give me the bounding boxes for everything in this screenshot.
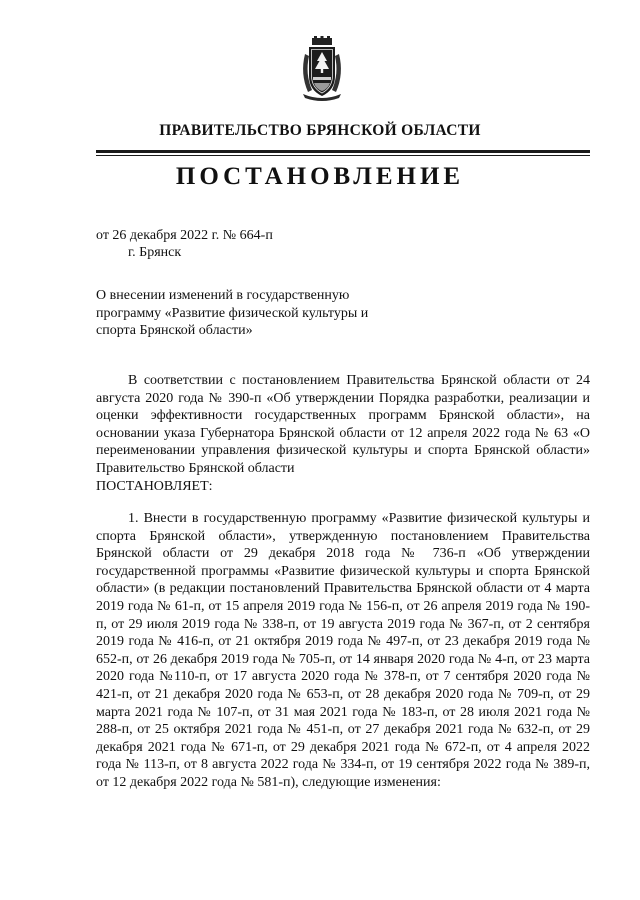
clause-1-paragraph: 1. Внести в государственную программу «Развитие физической культуры и спорта Брянской области», утвержденную постановлением Правительства Брянской области от 29 декабря 2018 года № 736-п «Об утверждении государственной программы «Развитие физической культуры и спорта Брянской области» (в редакции постановлений Правительства Брянской области от 4 марта 2019 года № 61-п, от 15 апреля 2019 года № 156-п, от 26 апреля 2019 года № 190-п, от 29 июля 2019 года № 338-п, от 19 августа 2019 года № 367-п, от 2 сентября 2019 года № 416-п, от 21 октября 2019 года № 497-п, от 23 декабря 2019 года № 652-п, от 26 декабря 2019 года № 705-п, от 14 января 2020 года № 4-п, от 23 марта 2020 года №110-п, от 17 августа 2020 года № 378-п, от 7 сентября 2020 года № 421-п, от 21 декабря 2020 года № 653-п, от 28 декабря 2020 года № 709-п, от 29 марта 2021 года № 107-п, от 31 мая 2021 года № 183-п, от 28 июля 2021 года № 288-п, от 25 октября 2021 года № 451-п, от 27 декабря 2021 года № 632-п, от 29 декабря 2021 года № 671-п, от 29 декабря 2021 года № 672-п, от 4 апреля 2022 года № 113-п, от 8 августа 2022 года № 334-п, от 19 сентября 2022 года № 389-п, от 12 декабря 2022 года № 581-п), следующие изменения: — [96, 511, 590, 790]
document-subject: О внесении изменений в государственную программу «Развитие физической культуры и спорта Брянской области» — [96, 288, 369, 338]
document-type-title: ПОСТАНОВЛЕНИЕ — [175, 163, 465, 190]
header-divider-thin — [96, 155, 590, 156]
preamble-paragraph: В соответствии с постановлением Правительства Брянской области от 24 августа 2020 года № 390-п «Об утверждении Порядка разработки, реализации и оценки эффективности государственных программ Брянской области», на основании указа Губернатора Брянской области от 12 апреля 2022 года № 63 «О переименовании управления физической культуры и спорта Брянской области» Правительство Брянской области — [96, 373, 590, 476]
organization-title: ПРАВИТЕЛЬСТВО БРЯНСКОЙ ОБЛАСТИ — [159, 122, 481, 139]
coat-of-arms-icon — [299, 36, 345, 102]
preamble-block — [96, 372, 590, 495]
header-divider-thick — [96, 150, 590, 153]
document-city: г. Брянск — [128, 245, 182, 260]
decree-word: ПОСТАНОВЛЯЕТ: — [96, 478, 213, 494]
document-date-number: от 26 декабря 2022 г. № 664-п — [96, 228, 273, 243]
